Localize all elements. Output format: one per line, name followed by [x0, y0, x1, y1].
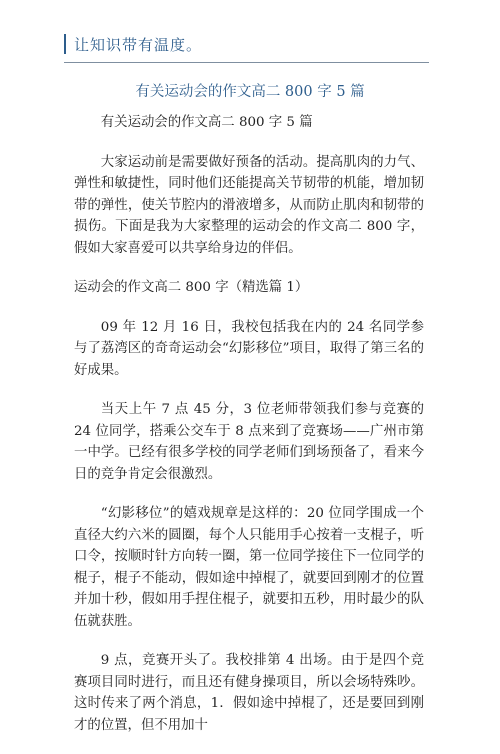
intro-paragraph: 大家运动前是需要做好预备的活动。提高肌肉的力气、弹性和敏捷性，同时他们还能提高关节韧带的机能，增加韧带的弹性，使关节腔内的滑液增多，从而防止肌肉和韧带的损伤。下面是我为大家整理的运动会的作文高二 800 字，假如大家喜爱可以共享给身边的伴侣。	[74, 154, 424, 256]
body-paragraph: 当天上午 7 点 45 分，3 位老师带领我们参与竞赛的 24 位同学，搭乘公交车于 8 点来到了竞赛场——广州市第一中学。已经有很多学校的同学老师们到场预备了，看来今日的竞争肯定会很激烈。	[74, 402, 424, 482]
body-paragraph: 9 点，竞赛开头了。我校排第 4 出场。由于是四个竞赛项目同时进行，而且还有健身操项目，所以会场特殊吵。这时传来了两个消息，1．假如途中掉棍了，还是要回到刚才的位置，但不用加十	[74, 653, 424, 733]
document-title: 有关运动会的作文高二 800 字 5 篇	[135, 84, 365, 100]
page-header	[64, 32, 202, 56]
section-heading: 运动会的作文高二 800 字（精选篇 1）	[74, 280, 309, 295]
header-divider	[64, 62, 429, 63]
document-body	[74, 112, 424, 754]
header-slogan: 让知识带有温度。	[74, 35, 203, 54]
subtitle-paragraph: 有关运动会的作文高二 800 字 5 篇	[100, 115, 313, 130]
body-paragraph: “幻影移位”的嬉戏规章是这样的：20 位同学围成一个直径大约六米的圆圈，每个人只能用手心按着一支棍子，听口令，按顺时针方向转一圈，第一位同学接住下一位同学的棍子，棍子不能动，假如途中掉棍了，就要回到刚才的位置并加十秒，假如用手捏住棍子，就要扣五秒，用时最少的队伍就获胜。	[74, 506, 424, 629]
header-accent-bar	[64, 34, 66, 54]
body-paragraph: 09 年 12 月 16 日，我校包括我在内的 24 名同学参与了荔湾区的奇奇运动会“幻影移位”项目，取得了第三名的好成果。	[74, 319, 424, 378]
